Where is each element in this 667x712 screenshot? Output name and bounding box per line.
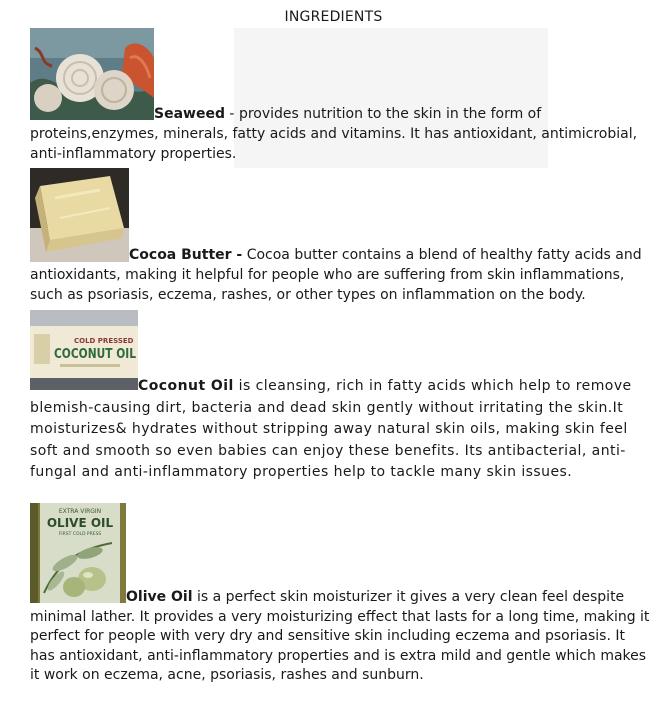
svg-text:COLD PRESSED: COLD PRESSED [74,337,134,345]
svg-text:OLIVE OIL: OLIVE OIL [46,516,114,530]
ingredient-name: Olive Oil [126,589,193,605]
ingredient-description: is cleansing, rich in fatty acids which help to remove blemish-causing dirt, bacteria and dead skin gently without irritating the skin.It moisturizes& hydrates without stripping away natural skin oils, making skin feel soft and smooth so even babies can enjoy these benefits. Its antibacterial, anti-fungal and anti-inflammatory properties help to tackle many skin issues. [30,378,632,480]
ingredient-olive-oil [30,503,650,686]
coconut-oil-jar-photo [30,310,138,390]
ingredient-description: provides nutrition to the skin in the form of proteins,enzymes, minerals, fatty acids and vitamins. It has antioxidant, antimicrobial, anti-inflammatory properties. [30,106,638,162]
ingredient-seaweed: Seaweed - provides nutrition to the skin in the form of proteins,enzymes, minerals, fatty acids and vitamins. It has antioxidant, antimicrobial, anti-inflammatory properties. [30,28,650,164]
cocoa-butter-photo [30,168,129,262]
ingredient-description: Cocoa butter contains a blend of healthy fatty acids and antioxidants, making it helpful for people who are suffering from skin inflammations, such as psoriasis, eczema, rashes, or other types on inflammation on the body. [30,247,642,303]
ingredient-description: is a perfect skin moisturizer it gives a very clean feel despite minimal lather. It provides a very moisturizing effect that lasts for a long time, making it perfect for people with very dry and sensitive skin including eczema and psoriasis. It has antioxidant, anti-inflammatory properties and is extra mild and gentle which makes it work on eczema, acne, psoriasis, rashes and sunburn. [30,589,650,683]
ingredient-cocoa-butter [30,168,650,305]
svg-text:COCONUT OIL: COCONUT OIL [54,347,136,362]
ingredient-coconut-oil [30,310,650,484]
ingredient-name: Cocoa Butter - [129,247,243,263]
olive-oil-bottle-photo [30,503,126,603]
ingredient-name: Coconut Oil [138,378,234,394]
svg-text:FIRST COLD PRESS: FIRST COLD PRESS [58,532,102,537]
svg-text:EXTRA VIRGIN: EXTRA VIRGIN [58,508,102,515]
ingredient-name: Seaweed [154,106,225,122]
seaweed-soap-photo [30,28,154,120]
page-title: INGREDIENTS [284,9,383,25]
